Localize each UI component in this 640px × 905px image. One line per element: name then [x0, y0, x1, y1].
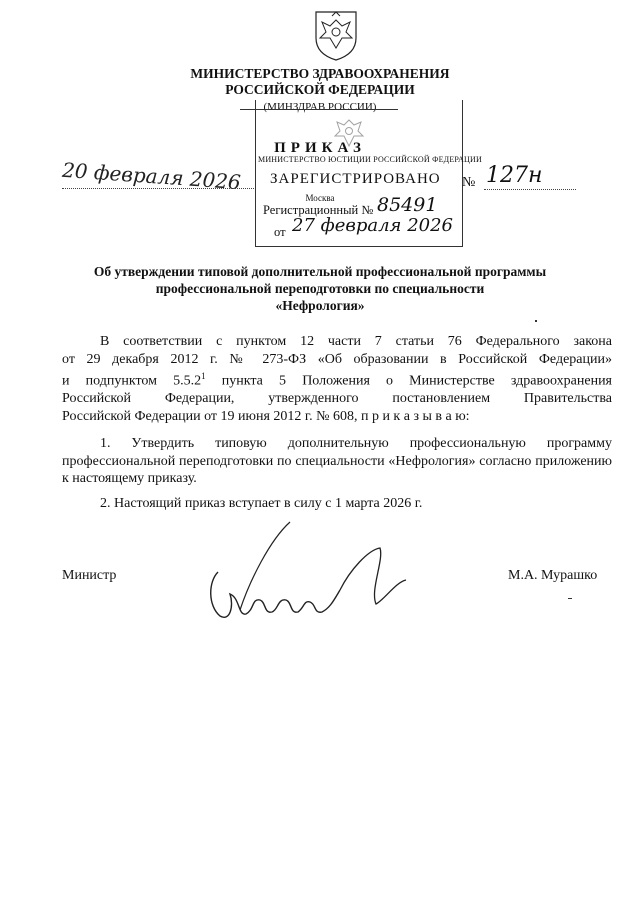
reg-number: 85491 [377, 194, 438, 216]
preamble-line4: Российской Федерации, утвержденного постановлением Правительства [62, 391, 612, 407]
handwritten-signature [200, 520, 410, 630]
preamble-line5: Российской Федерации от 19 июня 2012 г. № 608, п р и к а з ы в а ю: [62, 408, 470, 424]
document-title [0, 263, 640, 314]
state-emblem-icon [312, 8, 360, 62]
reg-date-label: от [274, 225, 286, 239]
title-line2: профессиональной переподготовки по специальности [155, 281, 485, 296]
signatory-role: Министр [62, 568, 117, 583]
preamble-line3a: и подпунктом 5.5.2 [62, 373, 202, 389]
signatory-name: М.А. Мурашко [508, 568, 598, 583]
preamble-line1: В соответствии с пунктом 12 части 7 статьи 76 Федерального закона [100, 334, 612, 349]
preamble-paragraph [62, 333, 612, 425]
order-item-1: 1. Утвердить типовую дополнительную профессиональную программу профессиональной переподготовки по специальности «Нефрология» согласно приложению к настоящему приказу. [62, 436, 612, 486]
stamp-agency: МИНИСТЕРСТВО ЮСТИЦИИ РОССИЙСКОЙ ФЕДЕРАЦИИ [258, 155, 482, 164]
document-type: ПРИКАЗ [274, 140, 366, 156]
date-underline [62, 188, 254, 189]
stamp-city: Москва [305, 193, 335, 203]
ministry-name [0, 66, 640, 98]
scan-dot [535, 320, 537, 322]
number-underline [484, 189, 576, 190]
ministry-short-name: (МИНЗДРАВ РОССИИ) [263, 101, 377, 113]
preamble-line3 [62, 368, 612, 390]
ministry-line1: МИНИСТЕРСТВО ЗДРАВООХРАНЕНИЯ [190, 66, 450, 81]
title-line1: Об утверждении типовой дополнительной профессиональной программы [93, 264, 547, 279]
preamble-line3b: пункта 5 Положения о Министерстве здравоохранения [205, 373, 612, 389]
footnote-mark: 1 [201, 371, 206, 381]
order-item-2: 2. Настоящий приказ вступает в силу с 1 марта 2026 г. [100, 496, 423, 511]
title-line3: «Нефрология» [275, 298, 365, 313]
reg-number-label: Регистрационный № [263, 203, 374, 217]
preamble-line2: от 29 декабря 2012 г. № 273-ФЗ «Об образовании в Российской Федерации» [62, 351, 612, 367]
ministry-line2: РОССИЙСКОЙ ФЕДЕРАЦИИ [225, 82, 415, 97]
stamp-status: ЗАРЕГИСТРИРОВАНО [270, 171, 441, 187]
order-number: 127н [486, 163, 543, 188]
order-number-label: № [462, 175, 476, 190]
scan-mark [568, 598, 572, 599]
reg-date: 27 февраля 2026 [292, 215, 454, 236]
order-date: 20 февраля 2026 [61, 157, 242, 195]
